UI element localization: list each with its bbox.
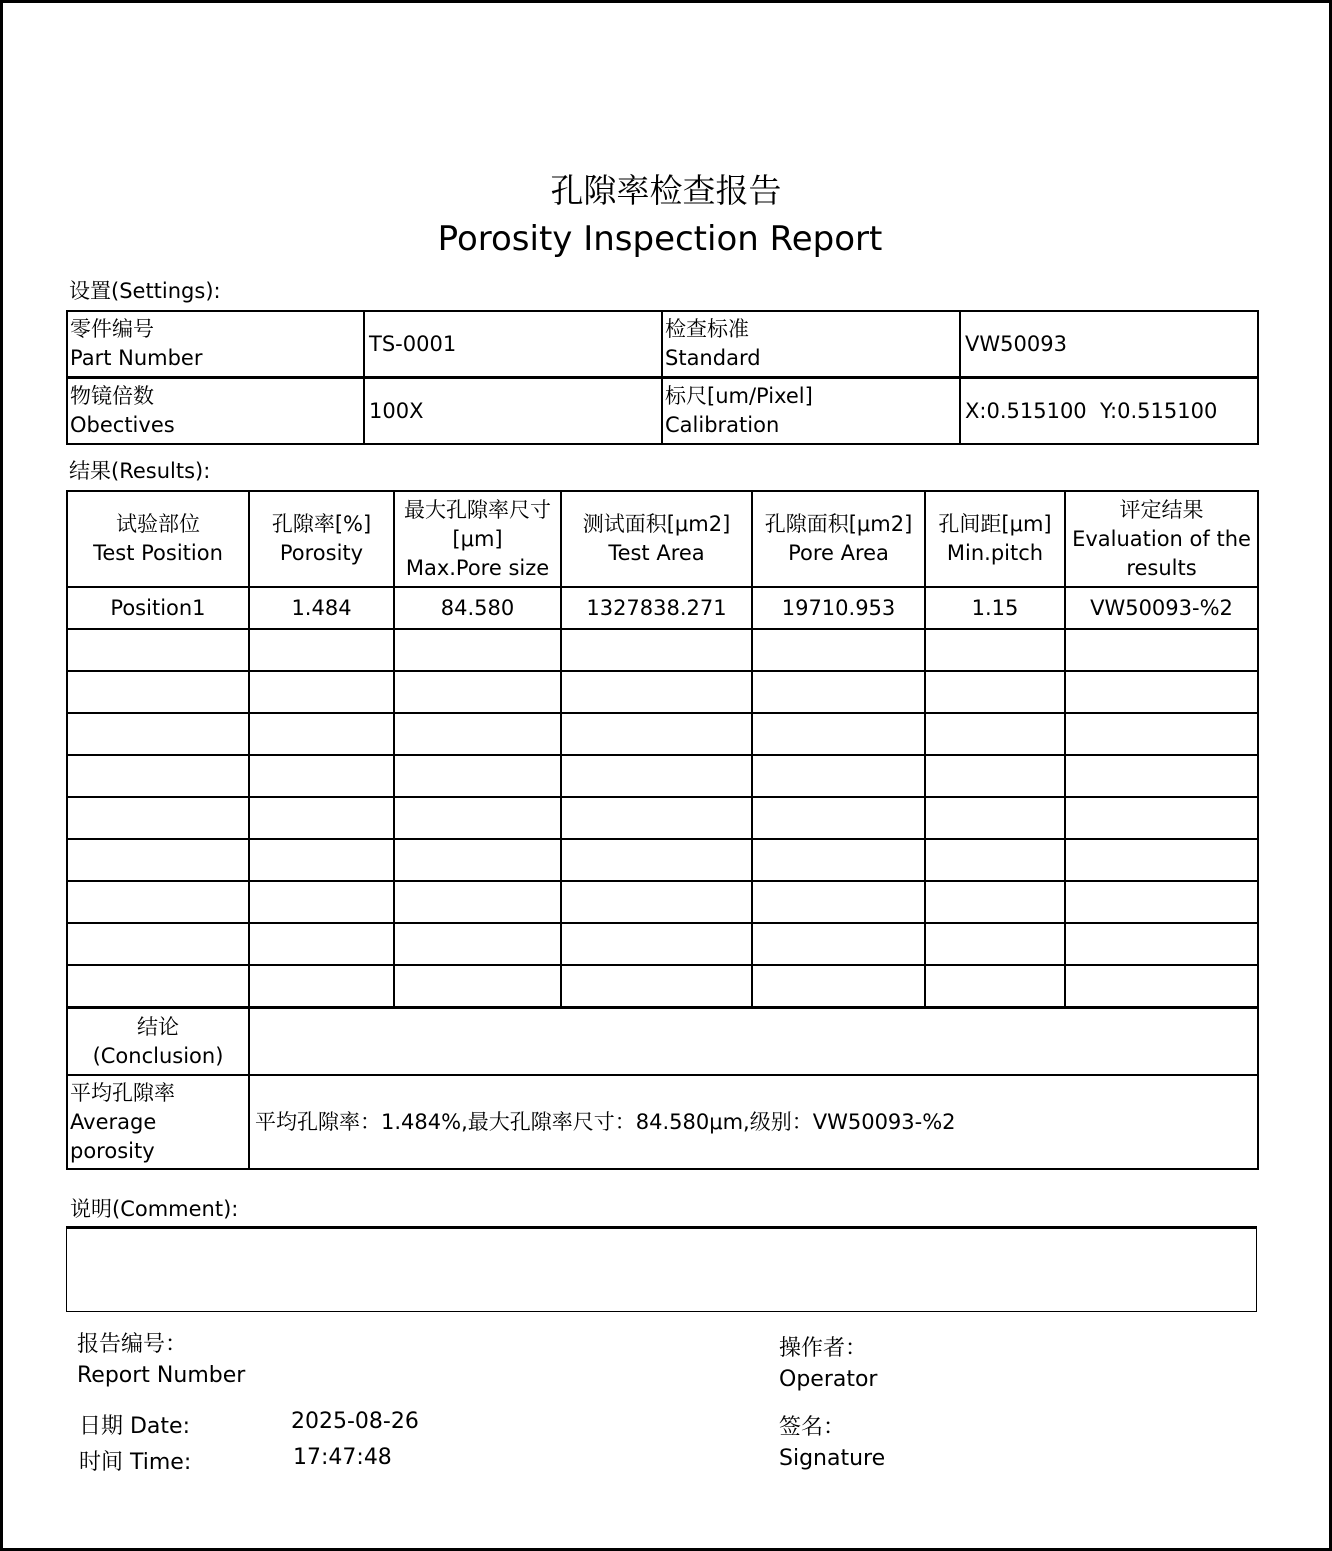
column-header-line2: [μm] <box>452 526 503 551</box>
results-cell <box>1065 629 1258 671</box>
column-header-line2: Porosity <box>279 541 364 565</box>
date-value: 2025-08-26 <box>291 1409 419 1434</box>
results-cell <box>249 629 394 671</box>
objectives-label-cn: 物镜倍数 <box>70 384 154 408</box>
report-number-label-cn: 报告编号： <box>77 1332 188 1357</box>
results-cell <box>561 881 752 923</box>
report-number-label-en: Report Number <box>77 1363 246 1388</box>
results-cell <box>67 881 249 923</box>
results-column-header <box>1065 491 1258 587</box>
comment-box[interactable] <box>66 1226 1257 1312</box>
column-header-line1: 孔隙面积[μm2] <box>764 512 913 536</box>
column-header-line2: Test Area <box>608 541 705 565</box>
results-cell <box>394 671 561 713</box>
results-cell <box>394 881 561 923</box>
results-cell <box>249 881 394 923</box>
results-column-header <box>249 491 394 587</box>
results-cell <box>752 923 925 965</box>
part-number-value: TS-0001 <box>364 311 662 378</box>
results-cell <box>752 629 925 671</box>
results-cell <box>925 923 1065 965</box>
results-cell <box>67 713 249 755</box>
results-cell <box>394 797 561 839</box>
date-label: 日期 Date: <box>79 1414 190 1439</box>
part-number-label-en: Part Number <box>70 346 203 370</box>
time-value: 17:47:48 <box>293 1445 392 1470</box>
results-cell <box>925 797 1065 839</box>
settings-row <box>67 378 1258 445</box>
settings-table <box>66 310 1259 445</box>
results-cell <box>67 965 249 1008</box>
results-cell <box>925 965 1065 1008</box>
results-cell <box>925 671 1065 713</box>
results-cell <box>925 713 1065 755</box>
results-cell <box>561 629 752 671</box>
results-section-label: 结果(Results): <box>69 459 211 483</box>
column-header-line1: 孔间距[μm] <box>938 512 1052 536</box>
average-porosity-label-cn: 平均孔隙率 <box>70 1080 175 1105</box>
results-cell <box>249 839 394 881</box>
standard-label-cn: 检查标准 <box>665 317 749 341</box>
standard-value: VW50093 <box>960 311 1258 378</box>
results-column-header <box>561 491 752 587</box>
results-cell <box>249 755 394 797</box>
results-cell <box>1065 671 1258 713</box>
results-cell <box>752 965 925 1008</box>
conclusion-label <box>67 1008 249 1076</box>
results-cell: 19710.953 <box>752 587 925 629</box>
results-cell <box>249 713 394 755</box>
report-title-cn: 孔隙率检查报告 <box>550 171 782 210</box>
results-column-header <box>752 491 925 587</box>
results-row <box>67 587 1258 629</box>
results-row <box>67 923 1258 965</box>
results-table <box>66 490 1259 1170</box>
results-cell <box>1065 755 1258 797</box>
results-cell <box>561 713 752 755</box>
results-cell <box>925 629 1065 671</box>
column-header-line1: 孔隙率[%] <box>271 512 372 536</box>
results-cell <box>752 881 925 923</box>
results-cell <box>394 629 561 671</box>
results-cell <box>752 755 925 797</box>
results-cell <box>561 923 752 965</box>
results-cell <box>1065 797 1258 839</box>
results-row <box>67 797 1258 839</box>
results-cell <box>394 923 561 965</box>
results-cell <box>67 671 249 713</box>
results-cell <box>249 797 394 839</box>
results-cell: Position1 <box>67 587 249 629</box>
results-row <box>67 965 1258 1008</box>
column-header-line2: Evaluation of the <box>1072 526 1251 551</box>
results-cell <box>561 965 752 1008</box>
conclusion-value <box>249 1008 1258 1076</box>
results-cell <box>1065 713 1258 755</box>
signature-label-cn: 签名： <box>779 1415 846 1440</box>
average-porosity-label <box>67 1075 249 1169</box>
results-cell: VW50093-%2 <box>1065 587 1258 629</box>
results-header-row <box>67 491 1258 587</box>
results-cell <box>249 923 394 965</box>
results-cell <box>67 923 249 965</box>
comment-value <box>67 1229 1256 1237</box>
column-header-line2: Min.pitch <box>946 541 1044 565</box>
results-cell <box>394 965 561 1008</box>
results-column-header <box>394 491 561 587</box>
comment-section-label: 说明(Comment): <box>70 1197 239 1221</box>
results-row <box>67 671 1258 713</box>
column-header-line2: Pore Area <box>788 541 889 565</box>
results-cell <box>67 797 249 839</box>
column-header-line1: 评定结果 <box>1119 497 1204 522</box>
results-cell <box>67 629 249 671</box>
conclusion-row <box>67 1008 1258 1076</box>
results-row <box>67 713 1258 755</box>
results-cell <box>67 755 249 797</box>
calibration-value: X:0.515100 Y:0.515100 <box>960 378 1258 445</box>
part-number-label <box>67 311 364 378</box>
calibration-label <box>662 378 960 445</box>
results-cell <box>752 671 925 713</box>
average-porosity-label-en1: Average <box>70 1109 157 1134</box>
objectives-value: 100X <box>364 378 662 445</box>
column-header-line1: 试验部位 <box>116 512 200 536</box>
calibration-label-cn: 标尺[um/Pixel] <box>665 384 813 408</box>
results-column-header <box>925 491 1065 587</box>
results-cell <box>249 671 394 713</box>
results-cell <box>561 671 752 713</box>
results-cell <box>752 713 925 755</box>
results-column-header <box>67 491 249 587</box>
results-cell <box>925 881 1065 923</box>
operator-label-en: Operator <box>779 1367 878 1392</box>
settings-section-label: 设置(Settings): <box>69 279 221 303</box>
results-cell <box>752 839 925 881</box>
column-header-line1: 最大孔隙率尺寸 <box>404 497 551 522</box>
results-cell <box>394 713 561 755</box>
results-cell: 1.484 <box>249 587 394 629</box>
results-cell <box>67 839 249 881</box>
column-header-line1: 测试面积[μm2] <box>582 512 731 536</box>
signature-label-en: Signature <box>779 1446 886 1471</box>
results-cell <box>561 839 752 881</box>
results-cell <box>394 755 561 797</box>
results-row <box>67 881 1258 923</box>
results-cell <box>394 839 561 881</box>
results-cell <box>925 755 1065 797</box>
results-cell <box>1065 839 1258 881</box>
results-cell <box>752 797 925 839</box>
results-cell: 1.15 <box>925 587 1065 629</box>
results-cell <box>1065 965 1258 1008</box>
results-cell <box>561 797 752 839</box>
part-number-label-cn: 零件编号 <box>70 317 154 341</box>
results-row <box>67 839 1258 881</box>
objectives-label-en: Obectives <box>70 413 175 437</box>
objectives-label <box>67 378 364 445</box>
results-cell <box>561 755 752 797</box>
average-porosity-label-en2: porosity <box>70 1138 155 1163</box>
results-cell <box>925 839 1065 881</box>
results-cell: 1327838.271 <box>561 587 752 629</box>
results-cell <box>249 965 394 1008</box>
report-title-en: Porosity Inspection Report <box>437 219 883 259</box>
settings-row <box>67 311 1258 378</box>
column-header-line2: Test Position <box>93 541 223 565</box>
column-header-line3: Max.Pore size <box>405 555 550 580</box>
results-row <box>67 755 1258 797</box>
results-cell <box>1065 881 1258 923</box>
standard-label-en: Standard <box>665 346 761 370</box>
conclusion-label-en: (Conclusion) <box>92 1043 224 1068</box>
time-label: 时间 Time: <box>79 1450 192 1475</box>
operator-label-cn: 操作者： <box>779 1336 868 1361</box>
results-row <box>67 629 1258 671</box>
column-header-line3: results <box>1126 555 1197 580</box>
average-porosity-value: 平均孔隙率：1.484%,最大孔隙率尺寸：84.580μm,级别：VW50093-%2 <box>249 1075 1258 1169</box>
results-cell: 84.580 <box>394 587 561 629</box>
results-cell <box>1065 923 1258 965</box>
standard-label <box>662 311 960 378</box>
conclusion-label-cn: 结论 <box>137 1014 179 1039</box>
average-porosity-row <box>67 1075 1258 1169</box>
calibration-label-en: Calibration <box>665 413 780 437</box>
